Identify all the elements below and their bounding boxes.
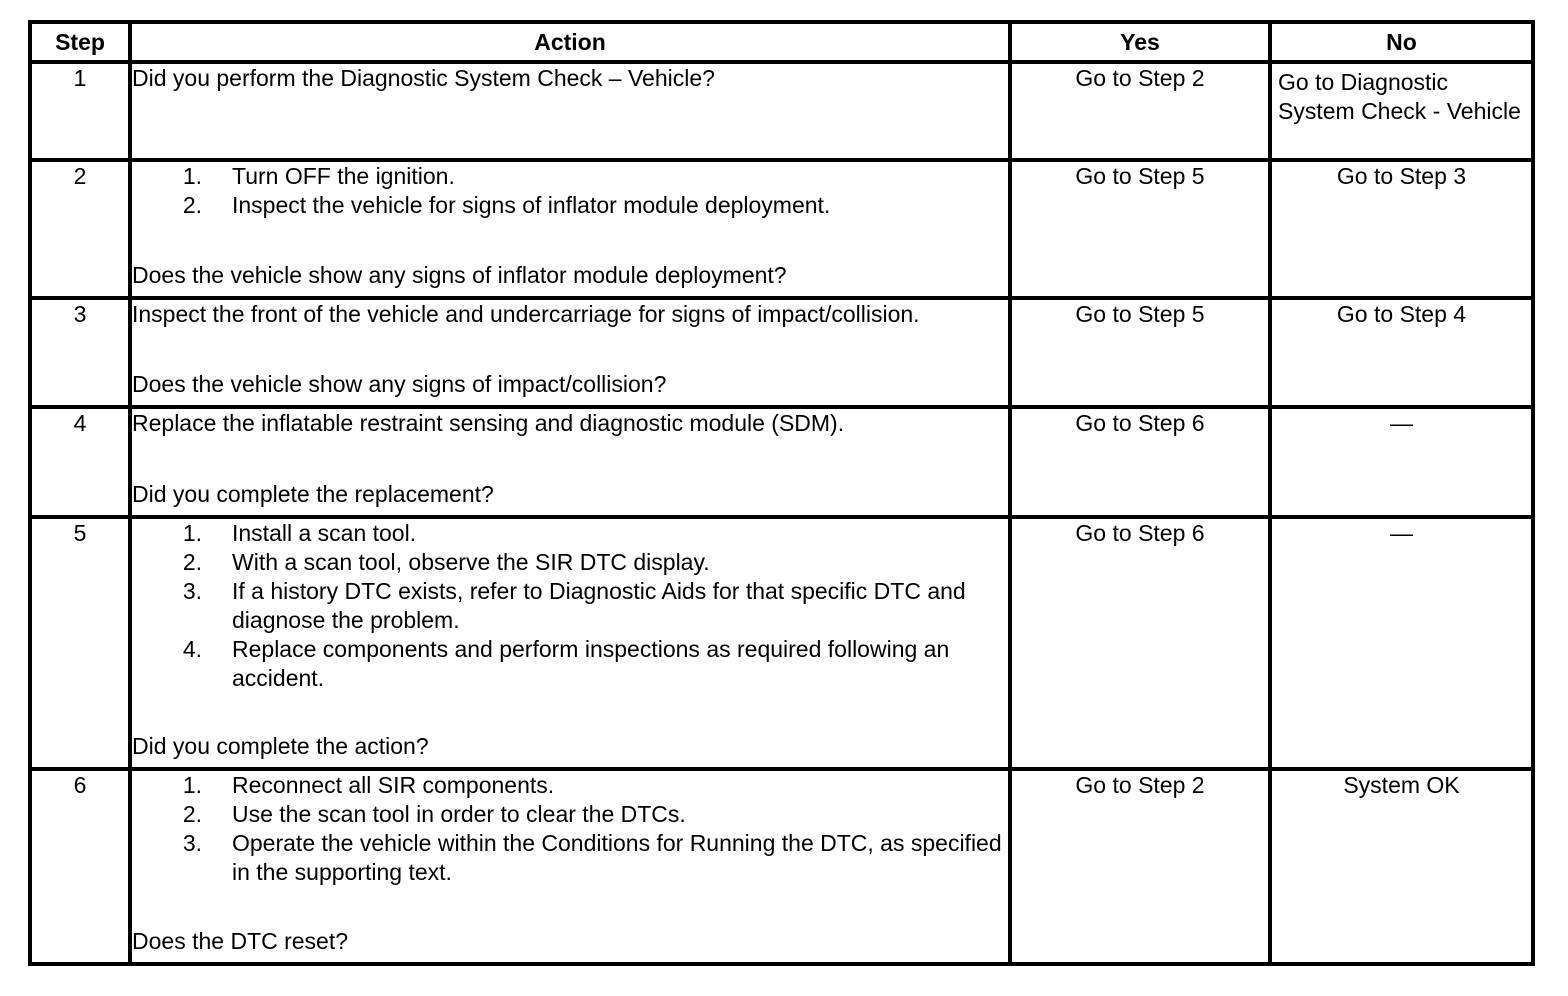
action-question: Does the vehicle show any signs of inflator module deployment?	[132, 262, 787, 288]
action-steps	[132, 771, 1008, 887]
table-row	[30, 407, 1533, 517]
diagnostic-table	[28, 20, 1535, 966]
list-item: 2. Use the scan tool in order to clear the DTCs.	[182, 801, 686, 827]
action-question: Does the vehicle show any signs of impact/collision?	[132, 371, 667, 397]
header-yes: Yes	[1010, 22, 1270, 62]
action-cell	[130, 769, 1010, 964]
step-number: 6	[30, 769, 130, 964]
table-row	[30, 517, 1533, 769]
no-cell: —	[1270, 517, 1533, 769]
table-row	[30, 298, 1533, 407]
step-number: 1	[30, 62, 130, 160]
action-cell	[130, 160, 1010, 298]
header-action: Action	[130, 22, 1010, 62]
no-cell: Go to Step 3	[1270, 160, 1533, 298]
action-text: Replace the inflatable restraint sensing and diagnostic module (SDM).	[132, 410, 845, 436]
action-steps	[132, 162, 1008, 220]
no-cell: Go to Step 4	[1270, 298, 1533, 407]
list-item: 1. Turn OFF the ignition.	[182, 163, 455, 189]
yes-cell: Go to Step 5	[1010, 160, 1270, 298]
step-number: 4	[30, 407, 130, 517]
list-item: 2. With a scan tool, observe the SIR DTC display.	[182, 549, 710, 575]
list-item: 2. Inspect the vehicle for signs of inflator module deployment.	[182, 192, 831, 218]
no-cell: System OK	[1270, 769, 1533, 964]
yes-cell: Go to Step 2	[1010, 769, 1270, 964]
yes-cell: Go to Step 2	[1010, 62, 1270, 160]
yes-cell: Go to Step 5	[1010, 298, 1270, 407]
action-question: Did you complete the replacement?	[132, 481, 494, 507]
list-item: 1. Reconnect all SIR components.	[182, 772, 555, 798]
table-row	[30, 160, 1533, 298]
action-cell	[130, 298, 1010, 407]
no-cell: —	[1270, 407, 1533, 517]
yes-cell: Go to Step 6	[1010, 517, 1270, 769]
step-number: 5	[30, 517, 130, 769]
no-cell: Go to Diagnostic System Check - Vehicle	[1270, 62, 1533, 160]
action-text: Did you perform the Diagnostic System Check – Vehicle?	[132, 65, 715, 91]
step-number: 2	[30, 160, 130, 298]
list-item: 3. If a history DTC exists, refer to Diagnostic Aids for that specific DTC and diagnose the problem.	[182, 578, 966, 633]
action-text: Inspect the front of the vehicle and undercarriage for signs of impact/collision.	[132, 301, 920, 327]
header-step: Step	[30, 22, 130, 62]
yes-cell: Go to Step 6	[1010, 407, 1270, 517]
header-row	[30, 22, 1533, 62]
header-no: No	[1270, 22, 1533, 62]
table-row	[30, 62, 1533, 160]
action-cell	[130, 62, 1010, 160]
list-item: 4. Replace components and perform inspections as required following an accident.	[182, 636, 950, 691]
action-cell	[130, 517, 1010, 769]
table-row	[30, 769, 1533, 964]
list-item: 1. Install a scan tool.	[182, 520, 417, 546]
action-question: Does the DTC reset?	[132, 928, 349, 954]
step-number: 3	[30, 298, 130, 407]
action-steps	[132, 519, 1008, 693]
action-question: Did you complete the action?	[132, 733, 429, 759]
action-cell	[130, 407, 1010, 517]
list-item: 3. Operate the vehicle within the Conditions for Running the DTC, as specified in the supporting text.	[182, 830, 1002, 885]
